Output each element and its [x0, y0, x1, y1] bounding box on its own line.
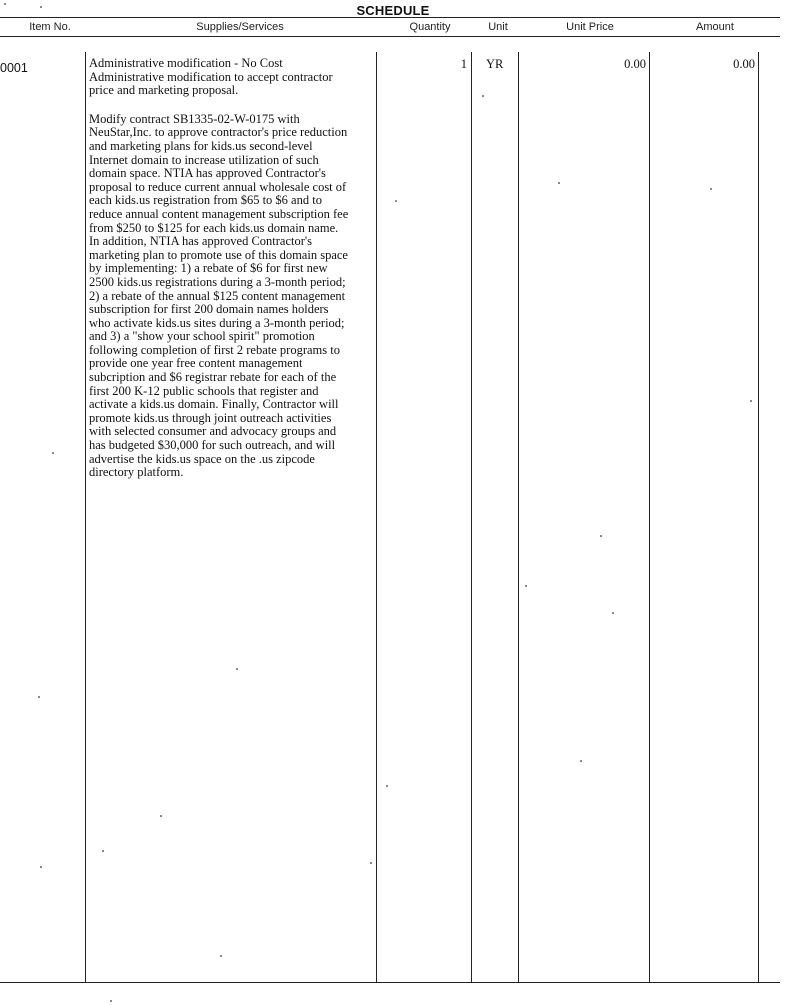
- header-top-rule: [0, 17, 780, 18]
- scan-speck: [580, 760, 582, 762]
- scan-speck: [4, 3, 6, 5]
- scan-speck: [386, 785, 388, 787]
- header-unit-price: Unit Price: [566, 21, 614, 33]
- scan-speck: [110, 1000, 112, 1002]
- scan-speck: [558, 182, 560, 184]
- unit-price-value: 0.00: [624, 57, 646, 71]
- scan-speck: [38, 696, 40, 698]
- amount-value: 0.00: [733, 57, 755, 71]
- scan-speck: [370, 862, 372, 864]
- column-rule: [85, 52, 86, 982]
- header-supplies-services: Supplies/Services: [196, 21, 284, 33]
- scan-speck: [40, 866, 42, 868]
- scan-speck: [525, 585, 527, 587]
- column-rule: [649, 52, 650, 982]
- header-item-no: Item No.: [29, 21, 71, 33]
- scan-speck: [52, 452, 54, 454]
- column-rule: [518, 52, 519, 982]
- header-unit: Unit: [488, 21, 508, 33]
- header-bottom-rule: [0, 36, 780, 37]
- item-number: 0001: [0, 61, 28, 75]
- unit-value: YR: [486, 57, 504, 71]
- scan-speck: [160, 815, 162, 817]
- column-rule: [471, 52, 472, 982]
- scan-speck: [220, 955, 222, 957]
- scan-speck: [710, 188, 712, 190]
- item-description: Modify contract SB1335-02-W-0175 with NeuStar,Inc. to approve contractor's price reduction and marketing plans for kids.us second-level Internet domain to increase utilization of such domain space. NTIA has approved Contractor's proposal to reduce current annual wholesale cost of each kids.us registration from $65 to $6 and to reduce annual content management subscription fee from $250 to $125 for each kids.us domain name. In addition, NTIA has approved Contractor's marketing plan to promote use of this domain space by implementing: 1) a rebate of $6 for first new 2500 kids.us registrations during a 3-month period; 2) a rebate of the annual $125 content management subscription for first 200 domain names holders who activate kids.us sites during a 3-month period; and 3) a "show your school spirit" promotion following completion of first 2 rebate programs to provide one year free content management subcription and $6 registrar rebate for each of the first 200 K-12 public schools that register and activate a kids.us domain. Finally, Contractor will promote kids.us through joint outreach activities with selected consumer and advocacy groups and has budgeted $30,000 for such outreach, and will advertise the kids.us space on the .us zipcode directory platform.: [89, 111, 349, 480]
- schedule-title: SCHEDULE: [356, 3, 430, 18]
- header-amount: Amount: [696, 21, 734, 33]
- scan-speck: [102, 850, 104, 852]
- supplies-services-cell: [89, 57, 379, 480]
- scan-speck: [482, 95, 484, 97]
- scan-speck: [395, 200, 397, 202]
- scan-speck: [750, 400, 752, 402]
- quantity-value: 1: [460, 57, 467, 71]
- table-bottom-rule: [0, 982, 780, 983]
- item-heading: Administrative modification - No Cost Administrative modification to accept contractor price and marketing proposal.: [89, 56, 333, 98]
- header-quantity: Quantity: [409, 21, 451, 33]
- scan-speck: [600, 535, 602, 537]
- scan-speck: [236, 668, 238, 670]
- scan-speck: [40, 6, 42, 8]
- scan-speck: [612, 612, 614, 614]
- column-rule: [758, 52, 759, 982]
